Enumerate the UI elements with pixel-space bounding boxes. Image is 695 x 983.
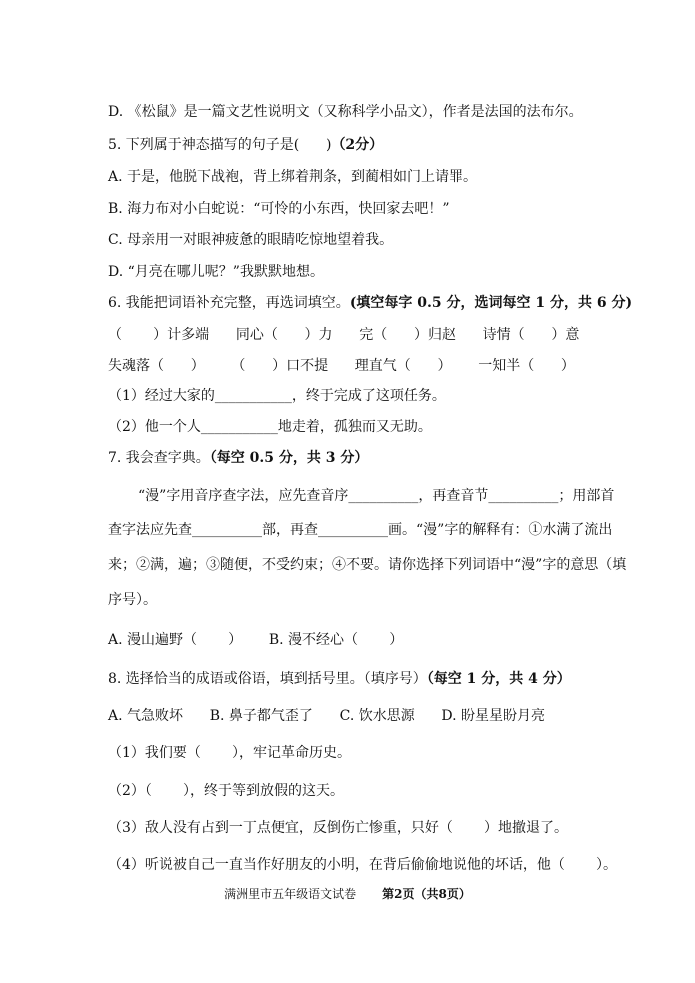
q5-option-a: A. 于是，他脱下战袍，背上绑着荆条，到蔺相如门上请罪。 [108,169,478,185]
q6-score: (填空每字 0.5 分，选词每空 1 分，共 6 分) [349,295,633,311]
q7-para-line1: “漫”字用音序查字法，应先查音序__________，再查音节__________；用部首 [138,488,615,504]
q7-options: A. 漫山遍野（ ） B. 漫不经心（ ） [108,632,404,648]
q5-option-d: D. “月亮在哪儿呢？”我默默地想。 [108,264,324,280]
q5-stem [108,136,383,154]
q8-item-4: （4）听说被自己一直当作好朋友的小明，在背后偷偷地说他的坏话，他（ ）。 [108,857,618,873]
q8-item-3: （3）敌人没有占到一丁点便宜，反倒伤亡惨重，只好（ ）地撤退了。 [108,820,569,836]
q6-sentence-2: （2）他一个人___________地走着，孤独而又无助。 [108,419,432,435]
page-footer [0,885,695,902]
q8-item-1: （1）我们要（ ），牢记革命历史。 [108,745,352,761]
footer-page-number: 第2页（共8页） [382,887,471,901]
q5-stem-text: 5. 下列属于神态描写的句子是( ) [108,137,332,153]
q7-para-line4: 序号）。 [108,592,157,608]
q7-score: （每空 0.5 分，共 3 分） [209,450,369,466]
q6-idioms-row1: （ ）计多端 同心（ ）力 完（ ）归赵 诗情（ ）意 [108,327,580,343]
q7-para-line2: 查字法应先查__________部，再查__________画。“漫”字的解释有：①水满了流出 [108,522,613,538]
q7-para-line3: 来；②满，遍；③随便，不受约束；④不要。请你选择下列词语中“漫”字的意思（填 [108,557,627,573]
q6-stem-text: 6. 我能把词语补充完整，再选词填空。 [108,295,350,311]
q6-idioms-row2: 失魂落（ ） （ ）口不提 理直气（ ） 一知半（ ） [108,358,575,374]
q5-option-c: C. 母亲用一对眼神疲惫的眼睛吃惊地望着我。 [108,232,394,248]
q8-choices: A. 气急败坏 B. 鼻子都气歪了 C. 饮水思源 D. 盼星星盼月亮 [108,708,546,724]
q6-sentence-1: （1）经过大家的___________，终于完成了这项任务。 [108,388,446,404]
q6-stem [108,294,632,312]
q4-option-d: D. 《松鼠》是一篇文艺性说明文（又称科学小品文），作者是法国的法布尔。 [108,104,583,120]
q7-stem-text: 7. 我会查字典。 [108,450,210,466]
q7-stem [108,449,368,467]
q8-stem-text: 8. 选择恰当的成语或俗语，填到括号里。（填序号） [108,671,427,687]
q5-score: （2分） [331,137,384,153]
q8-score: （每空 1 分，共 4 分） [426,671,571,687]
q5-option-b: B. 海力布对小白蛇说：“可怜的小东西，快回家去吧！” [108,201,450,217]
footer-title: 满洲里市五年级语文试卷 [224,887,357,901]
q8-item-2: （2）（ ），终于等到放假的这天。 [108,783,345,799]
q8-stem [108,670,571,688]
